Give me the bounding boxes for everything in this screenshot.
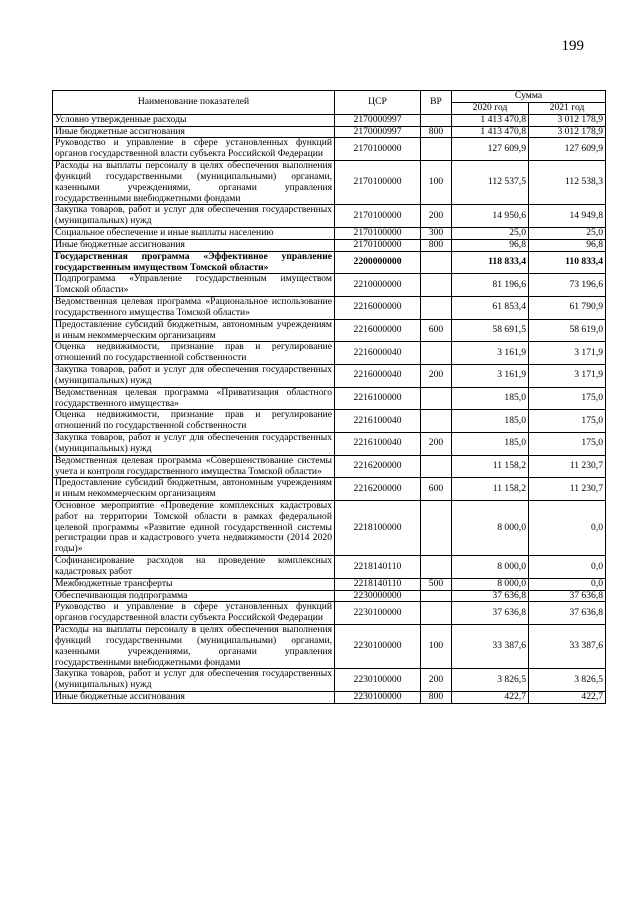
row-sum-2020: 8 000,0 — [452, 500, 529, 555]
row-name: Расходы на выплаты персоналу в целях обеспечения выполнения функций государственными (муниципальными) органами, казенными учреждениями, органами управления государственными внебюджетными фондами — [53, 161, 335, 205]
row-sum-2020: 8 000,0 — [452, 578, 529, 590]
row-sum-2020: 11 158,2 — [452, 478, 529, 501]
row-sum-2021: 96,8 — [529, 239, 606, 251]
row-sum-2021: 110 833,4 — [529, 251, 606, 274]
row-name: Ведомственная целевая программа «Совершенствование системы учета и контроля государственного имущества Томской области» — [53, 455, 335, 478]
row-sum-2020: 422,7 — [452, 692, 529, 704]
row-code: 2216200000 — [335, 478, 421, 501]
row-vr — [421, 251, 452, 274]
row-name: Предоставление субсидий бюджетным, автономным учреждениям и иным некоммерческим организациям — [53, 478, 335, 501]
row-sum-2021: 0,0 — [529, 500, 606, 555]
row-sum-2021: 37 636,8 — [529, 590, 606, 602]
row-sum-2020: 14 950,6 — [452, 205, 529, 228]
row-code: 2210000000 — [335, 274, 421, 297]
table-row — [53, 556, 606, 579]
row-name: Оценка недвижимости, признание прав и регулирование отношений по государственной собственности — [53, 410, 335, 433]
row-vr — [421, 297, 452, 320]
row-sum-2020: 3 161,9 — [452, 342, 529, 365]
row-sum-2020: 61 853,4 — [452, 297, 529, 320]
row-name: Социальное обеспечение и иные выплаты населению — [53, 228, 335, 240]
row-sum-2020: 185,0 — [452, 433, 529, 456]
row-sum-2021: 37 636,8 — [529, 602, 606, 625]
row-sum-2021: 73 196,6 — [529, 274, 606, 297]
row-sum-2020: 96,8 — [452, 239, 529, 251]
row-name: Закупка товаров, работ и услуг для обеспечения государственных (муниципальных) нужд — [53, 365, 335, 388]
row-sum-2021: 3 171,9 — [529, 365, 606, 388]
row-name: Расходы на выплаты персоналу в целях обеспечения выполнения функций государственными (муниципальными) органами, казенными учреждениями, органами управления государственными внебюджетными фондами — [53, 625, 335, 669]
row-sum-2020: 1 413 470,8 — [452, 126, 529, 138]
row-name: Иные бюджетные ассигнования — [53, 692, 335, 704]
row-sum-2020: 118 833,4 — [452, 251, 529, 274]
row-sum-2021: 127 609,9 — [529, 138, 606, 161]
header-name: Наименование показателей — [53, 91, 335, 115]
row-code: 2218100000 — [335, 500, 421, 555]
page-number: 199 — [561, 38, 584, 54]
table-row — [53, 161, 606, 205]
row-sum-2021: 25,0 — [529, 228, 606, 240]
table-row — [53, 478, 606, 501]
row-vr: 800 — [421, 692, 452, 704]
row-sum-2020: 37 636,8 — [452, 602, 529, 625]
row-vr — [421, 455, 452, 478]
row-name: Оценка недвижимости, признание прав и регулирование отношений по государственной собственности — [53, 342, 335, 365]
row-sum-2020: 127 609,9 — [452, 138, 529, 161]
row-sum-2020: 11 158,2 — [452, 455, 529, 478]
row-name: Условно утвержденные расходы — [53, 114, 335, 126]
row-sum-2020: 185,0 — [452, 387, 529, 410]
row-vr — [421, 138, 452, 161]
row-sum-2020: 1 413 470,8 — [452, 114, 529, 126]
row-sum-2021: 175,0 — [529, 410, 606, 433]
row-sum-2021: 11 230,7 — [529, 478, 606, 501]
row-vr — [421, 410, 452, 433]
row-code: 2170100000 — [335, 138, 421, 161]
row-code: 2170100000 — [335, 239, 421, 251]
row-sum-2020: 58 691,5 — [452, 319, 529, 342]
row-vr: 600 — [421, 478, 452, 501]
row-sum-2020: 3 826,5 — [452, 669, 529, 692]
row-name: Иные бюджетные ассигнования — [53, 239, 335, 251]
row-code: 2216200000 — [335, 455, 421, 478]
row-sum-2020: 185,0 — [452, 410, 529, 433]
row-sum-2021: 3 171,9 — [529, 342, 606, 365]
row-code: 2216000000 — [335, 319, 421, 342]
row-name: Закупка товаров, работ и услуг для обеспечения государственных (муниципальных) нужд — [53, 205, 335, 228]
row-sum-2020: 33 387,6 — [452, 625, 529, 669]
table-row — [53, 500, 606, 555]
row-code: 2230100000 — [335, 625, 421, 669]
row-name: Закупка товаров, работ и услуг для обеспечения государственных (муниципальных) нужд — [53, 433, 335, 456]
header-vr: ВР — [421, 91, 452, 115]
row-vr — [421, 556, 452, 579]
row-code: 2216000040 — [335, 342, 421, 365]
table-row — [53, 387, 606, 410]
row-sum-2021: 0,0 — [529, 556, 606, 579]
row-name: Ведомственная целевая программа «Приватизация областного государственного имущества» — [53, 387, 335, 410]
row-vr: 300 — [421, 228, 452, 240]
table-row — [53, 251, 606, 274]
row-code: 2170100000 — [335, 228, 421, 240]
row-sum-2020: 81 196,6 — [452, 274, 529, 297]
row-name: Обеспечивающая подпрограмма — [53, 590, 335, 602]
row-code: 2170100000 — [335, 205, 421, 228]
row-code: 2216000040 — [335, 365, 421, 388]
row-sum-2021: 0,0 — [529, 578, 606, 590]
row-sum-2020: 8 000,0 — [452, 556, 529, 579]
table-row — [53, 274, 606, 297]
row-sum-2021: 3 012 178,9 — [529, 114, 606, 126]
row-vr — [421, 500, 452, 555]
row-sum-2020: 25,0 — [452, 228, 529, 240]
row-name: Руководство и управление в сфере установленных функций органов государственной власти субъекта Российской Федерации — [53, 602, 335, 625]
row-code: 2170100000 — [335, 161, 421, 205]
row-name: Предоставление субсидий бюджетным, автономным учреждениям и иным некоммерческим организациям — [53, 319, 335, 342]
row-code: 2216100000 — [335, 387, 421, 410]
row-code: 2200000000 — [335, 251, 421, 274]
row-vr — [421, 114, 452, 126]
row-code: 2230000000 — [335, 590, 421, 602]
row-code: 2218140110 — [335, 556, 421, 579]
row-sum-2021: 14 949,8 — [529, 205, 606, 228]
table-row — [53, 365, 606, 388]
row-name: Основное мероприятие «Проведение комплексных кадастровых работ на территории Томской области в рамках федеральной целевой программы «Развитие единой государственной системы регистрации прав и кадастрового учета недвижимости (2014 2020 годы)» — [53, 500, 335, 555]
table-row — [53, 625, 606, 669]
row-vr: 500 — [421, 578, 452, 590]
header-year-2020: 2020 год — [452, 103, 529, 115]
row-vr: 200 — [421, 365, 452, 388]
row-name: Межбюджетные трансферты — [53, 578, 335, 590]
row-vr — [421, 274, 452, 297]
row-vr: 200 — [421, 669, 452, 692]
row-sum-2021: 11 230,7 — [529, 455, 606, 478]
table-row — [53, 138, 606, 161]
row-sum-2021: 175,0 — [529, 387, 606, 410]
row-sum-2020: 3 161,9 — [452, 365, 529, 388]
table-row — [53, 433, 606, 456]
table-header — [53, 91, 606, 115]
row-sum-2021: 3 012 178,9 — [529, 126, 606, 138]
row-name: Ведомственная целевая программа «Рациональное использование государственного имущества Томской области» — [53, 297, 335, 320]
table-row — [53, 342, 606, 365]
row-sum-2021: 112 538,3 — [529, 161, 606, 205]
row-code: 2170000997 — [335, 114, 421, 126]
row-vr: 200 — [421, 205, 452, 228]
row-vr — [421, 342, 452, 365]
budget-table — [52, 90, 606, 704]
row-vr — [421, 590, 452, 602]
row-name: Иные бюджетные ассигнования — [53, 126, 335, 138]
table-row — [53, 205, 606, 228]
row-code: 2216000000 — [335, 297, 421, 320]
header-code: ЦСР — [335, 91, 421, 115]
table-row — [53, 297, 606, 320]
table-row — [53, 669, 606, 692]
row-sum-2021: 58 619,0 — [529, 319, 606, 342]
row-code: 2230100000 — [335, 692, 421, 704]
table-row — [53, 578, 606, 590]
row-code: 2230100000 — [335, 669, 421, 692]
table-row — [53, 239, 606, 251]
table-body — [53, 114, 606, 703]
row-code: 2218140110 — [335, 578, 421, 590]
header-sum: Сумма — [452, 91, 606, 103]
row-sum-2021: 422,7 — [529, 692, 606, 704]
row-name: Закупка товаров, работ и услуг для обеспечения государственных (муниципальных) нужд — [53, 669, 335, 692]
row-sum-2021: 61 790,9 — [529, 297, 606, 320]
row-vr: 100 — [421, 625, 452, 669]
row-sum-2021: 3 826,5 — [529, 669, 606, 692]
row-code: 2216100040 — [335, 410, 421, 433]
table-row — [53, 455, 606, 478]
table-row — [53, 692, 606, 704]
row-vr: 800 — [421, 239, 452, 251]
row-sum-2021: 175,0 — [529, 433, 606, 456]
row-name: Подпрограмма «Управление государственным имуществом Томской области» — [53, 274, 335, 297]
row-vr — [421, 602, 452, 625]
header-year-2021: 2021 год — [529, 103, 606, 115]
table-row — [53, 602, 606, 625]
row-code: 2216100040 — [335, 433, 421, 456]
row-sum-2021: 33 387,6 — [529, 625, 606, 669]
row-name: Государственная программа «Эффективное управление государственным имуществом Томской области» — [53, 251, 335, 274]
row-vr: 100 — [421, 161, 452, 205]
row-code: 2170000997 — [335, 126, 421, 138]
row-vr — [421, 387, 452, 410]
table-row — [53, 114, 606, 126]
row-name: Руководство и управление в сфере установленных функций органов государственной власти субъекта Российской Федерации — [53, 138, 335, 161]
row-vr: 200 — [421, 433, 452, 456]
table-row — [53, 590, 606, 602]
table-row — [53, 126, 606, 138]
row-code: 2230100000 — [335, 602, 421, 625]
table-row — [53, 319, 606, 342]
row-sum-2020: 112 537,5 — [452, 161, 529, 205]
row-vr: 800 — [421, 126, 452, 138]
table-row — [53, 410, 606, 433]
table-row — [53, 228, 606, 240]
row-sum-2020: 37 636,8 — [452, 590, 529, 602]
row-name: Софинансирование расходов на проведение комплексных кадастровых работ — [53, 556, 335, 579]
row-vr: 600 — [421, 319, 452, 342]
